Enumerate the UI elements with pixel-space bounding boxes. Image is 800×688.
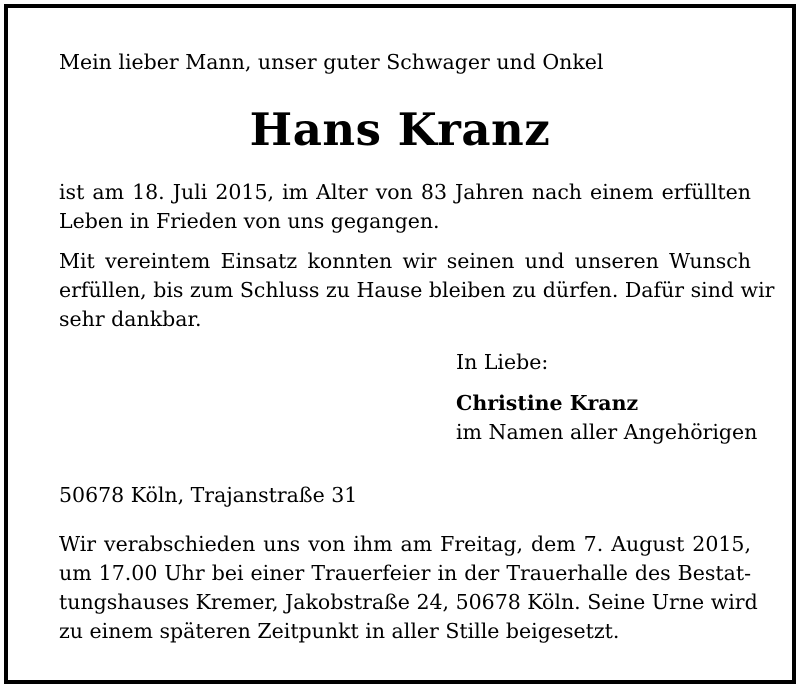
- paragraph-line: sehr dankbar.: [59, 307, 202, 331]
- signer-name: Christine Kranz: [456, 391, 639, 415]
- family-address: 50678 Köln, Trajanstraße 31: [59, 483, 358, 507]
- paragraph-line: erfüllen, bis zum Schluss zu Hause bleiben zu dürfen. Dafür sind wir: [59, 278, 775, 302]
- paragraph-line: zu einem späteren Zeitpunkt in aller Stille beigesetzt.: [59, 619, 620, 643]
- paragraph-line: um 17.00 Uhr bei einer Trauerfeier in der Trauerhalle des Bestat-: [59, 561, 751, 585]
- paragraph-line: Mit vereintem Einsatz konnten wir seinen und unseren Wunsch: [59, 249, 751, 273]
- paragraph-line: ist am 18. Juli 2015, im Alter von 83 Jahren nach einem erfüllten: [59, 180, 751, 204]
- paragraph-line: Leben in Frieden von uns gegangen.: [59, 209, 440, 233]
- paragraph-line: tungshauses Kremer, Jakobstraße 24, 50678 Köln. Seine Urne wird: [59, 590, 758, 614]
- paragraph-line: Wir verabschieden uns von ihm am Freitag, dem 7. August 2015,: [59, 532, 751, 556]
- signature-greeting: In Liebe:: [456, 350, 549, 374]
- intro-line: Mein lieber Mann, unser guter Schwager und Onkel: [59, 50, 604, 74]
- deceased-name: Hans Kranz: [249, 103, 551, 156]
- obituary-notice: [4, 4, 796, 684]
- signer-behalf: im Namen aller Angehörigen: [456, 420, 758, 444]
